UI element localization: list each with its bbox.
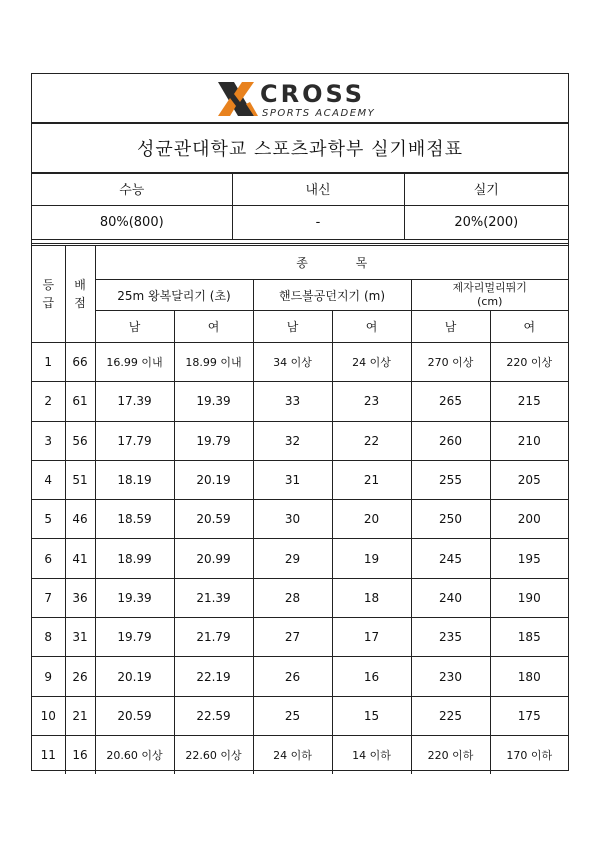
gender-female: 여 (332, 311, 411, 343)
long-jump-female: 185 (490, 618, 568, 657)
long-jump-male: 250 (411, 500, 490, 539)
score-cell: 26 (65, 657, 95, 696)
shuttle-run-male: 17.39 (95, 382, 174, 421)
shuttle-run-male: 18.19 (95, 460, 174, 499)
long-jump-female: 180 (490, 657, 568, 696)
handball-throw-female: 19 (332, 539, 411, 578)
grade-cell: 11 (32, 735, 65, 774)
score-sheet (31, 73, 569, 771)
shuttle-run-female: 18.99 이내 (174, 343, 253, 382)
long-jump-female: 190 (490, 578, 568, 617)
school-record-value: - (232, 206, 404, 240)
handball-throw-female: 22 (332, 421, 411, 460)
gender-female: 여 (174, 311, 253, 343)
handball-throw-male: 34 이상 (253, 343, 332, 382)
handball-throw-male: 28 (253, 578, 332, 617)
gender-female: 여 (490, 311, 568, 343)
shuttle-run-male: 20.60 이상 (95, 735, 174, 774)
long-jump-male: 235 (411, 618, 490, 657)
shuttle-run-female: 21.39 (174, 578, 253, 617)
long-jump-female: 205 (490, 460, 568, 499)
shuttle-run-male: 16.99 이내 (95, 343, 174, 382)
handball-throw-male: 26 (253, 657, 332, 696)
table-row (32, 578, 568, 617)
handball-throw-female: 20 (332, 500, 411, 539)
grade-cell: 5 (32, 500, 65, 539)
table-row (32, 696, 568, 735)
grade-cell: 10 (32, 696, 65, 735)
csat-value: 80%(800) (32, 206, 232, 240)
long-jump-male: 255 (411, 460, 490, 499)
grade-cell: 1 (32, 343, 65, 382)
score-cell: 36 (65, 578, 95, 617)
shuttle-run-male: 19.79 (95, 618, 174, 657)
handball-throw-female: 24 이상 (332, 343, 411, 382)
long-jump-female: 210 (490, 421, 568, 460)
grade-cell: 2 (32, 382, 65, 421)
practical-header: 실기 (404, 172, 568, 206)
score-cell: 21 (65, 696, 95, 735)
long-jump-female: 170 이하 (490, 735, 568, 774)
handball-throw-male: 33 (253, 382, 332, 421)
header-row-gender (32, 311, 568, 343)
gender-male: 남 (95, 311, 174, 343)
shuttle-run-male: 17.79 (95, 421, 174, 460)
shuttle-run-female: 21.79 (174, 618, 253, 657)
shuttle-run-header: 25m 왕복달리기 (초) (95, 280, 253, 311)
handball-throw-male: 31 (253, 460, 332, 499)
cross-sports-academy-logo (212, 78, 422, 120)
handball-throw-female: 14 이하 (332, 735, 411, 774)
table-row (32, 618, 568, 657)
shuttle-run-female: 22.59 (174, 696, 253, 735)
shuttle-run-female: 20.59 (174, 500, 253, 539)
grade-cell: 7 (32, 578, 65, 617)
shuttle-run-female: 22.60 이상 (174, 735, 253, 774)
long-jump-male: 240 (411, 578, 490, 617)
table-row (32, 460, 568, 499)
logo-header (32, 74, 568, 124)
handball-throw-header: 핸드볼공던지기 (m) (253, 280, 411, 311)
long-jump-male: 245 (411, 539, 490, 578)
grade-cell: 3 (32, 421, 65, 460)
header-row-events (32, 245, 568, 280)
school-record-header: 내신 (232, 172, 404, 206)
cross-mark-icon (218, 82, 258, 116)
handball-throw-male: 24 이하 (253, 735, 332, 774)
table-row (32, 421, 568, 460)
long-jump-female: 220 이상 (490, 343, 568, 382)
events-header: 종 목 (95, 245, 568, 280)
handball-throw-male: 25 (253, 696, 332, 735)
table-row (32, 343, 568, 382)
long-jump-male: 260 (411, 421, 490, 460)
long-jump-female: 200 (490, 500, 568, 539)
summary-header-row (32, 172, 568, 206)
shuttle-run-female: 20.19 (174, 460, 253, 499)
score-cell: 56 (65, 421, 95, 460)
handball-throw-female: 15 (332, 696, 411, 735)
score-ratio-table (32, 172, 568, 240)
handball-throw-male: 29 (253, 539, 332, 578)
handball-throw-female: 23 (332, 382, 411, 421)
shuttle-run-male: 18.99 (95, 539, 174, 578)
standing-long-jump-header: 제자리멀리뛰기 (cm) (411, 280, 568, 311)
header-row-event-names (32, 280, 568, 311)
shuttle-run-male: 19.39 (95, 578, 174, 617)
score-header-label: 배 점 (74, 278, 86, 310)
long-jump-male: 225 (411, 696, 490, 735)
long-jump-female: 175 (490, 696, 568, 735)
long-jump-female: 195 (490, 539, 568, 578)
table-row (32, 500, 568, 539)
grade-cell: 6 (32, 539, 65, 578)
grade-cell: 9 (32, 657, 65, 696)
score-cell: 41 (65, 539, 95, 578)
gender-male: 남 (411, 311, 490, 343)
score-cell: 61 (65, 382, 95, 421)
shuttle-run-male: 18.59 (95, 500, 174, 539)
handball-throw-male: 30 (253, 500, 332, 539)
shuttle-run-female: 20.99 (174, 539, 253, 578)
table-row (32, 382, 568, 421)
handball-throw-female: 17 (332, 618, 411, 657)
page-title: 성균관대학교 스포츠과학부 실기배점표 (32, 124, 568, 174)
shuttle-run-female: 19.79 (174, 421, 253, 460)
table-row (32, 735, 568, 774)
logo-tagline-text: SPORTS ACADEMY (262, 108, 376, 119)
long-jump-male: 265 (411, 382, 490, 421)
grade-score-table (32, 243, 568, 774)
logo-brand-text: CROSS (260, 80, 365, 108)
grade-header-label: 등 급 (42, 278, 55, 310)
table-row (32, 657, 568, 696)
handball-throw-male: 32 (253, 421, 332, 460)
csat-header: 수능 (32, 172, 232, 206)
score-cell: 66 (65, 343, 95, 382)
grade-cell: 8 (32, 618, 65, 657)
grade-cell: 4 (32, 460, 65, 499)
grade-header (32, 245, 65, 343)
shuttle-run-male: 20.59 (95, 696, 174, 735)
summary-value-row (32, 206, 568, 240)
score-cell: 51 (65, 460, 95, 499)
score-header (65, 245, 95, 343)
shuttle-run-female: 19.39 (174, 382, 253, 421)
long-jump-male: 220 이하 (411, 735, 490, 774)
gender-male: 남 (253, 311, 332, 343)
shuttle-run-male: 20.19 (95, 657, 174, 696)
score-cell: 31 (65, 618, 95, 657)
score-cell: 46 (65, 500, 95, 539)
table-row (32, 539, 568, 578)
handball-throw-female: 21 (332, 460, 411, 499)
long-jump-male: 230 (411, 657, 490, 696)
handball-throw-male: 27 (253, 618, 332, 657)
long-jump-male: 270 이상 (411, 343, 490, 382)
handball-throw-female: 16 (332, 657, 411, 696)
long-jump-female: 215 (490, 382, 568, 421)
handball-throw-female: 18 (332, 578, 411, 617)
practical-value: 20%(200) (404, 206, 568, 240)
score-cell: 16 (65, 735, 95, 774)
shuttle-run-female: 22.19 (174, 657, 253, 696)
